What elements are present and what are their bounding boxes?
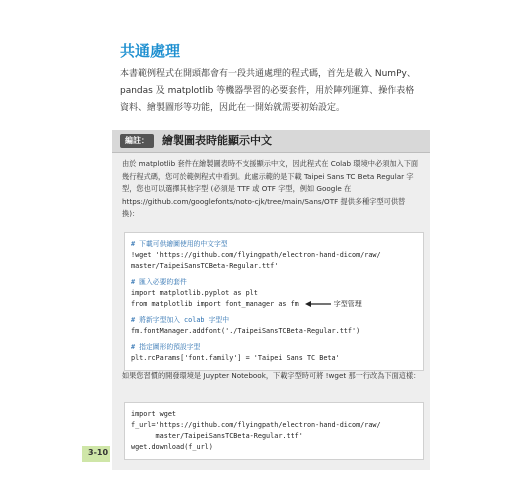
code-line: import matplotlib.pyplot as plt [131,289,258,297]
arrow-left-icon [305,300,331,308]
code-line: f_url='https://github.com/flyingpath/electron-hand-dicom/raw/ [131,421,381,429]
note-header [112,130,430,153]
code-line: fm.fontManager.addfont('./TaipeiSansTCBeta-Regular.ttf') [131,327,361,335]
code-block-1 [124,232,424,371]
editor-note-box [112,130,430,470]
section-title: 共通處理 [120,42,181,60]
code-line: master/TaipeiSansTCBeta-Regular.ttf' [131,432,303,440]
note-paragraph-1: 由於 matplotlib 套件在繪製圖表時不支援顯示中文，因此程式在 Colab 環境中必須加入下面幾行程式碼，您可於範例程式中看到。此處示範的是下載 Taipei Sans TC Beta Regular 字型，您也可以選擇其他字型 (必須是 TTF 或 OTF 字型，例如 Google 在 https://github.com/googlefonts/noto-cjk/tree/main/Sans/OTF 提供多種字型可供替換)： [122,159,419,218]
page-number: 3-10 [88,448,109,457]
code-line-text: from matplotlib import font_manager as fm [131,300,299,308]
code-comment: # 匯入必要的套件 [131,278,187,286]
code-block-2 [124,402,424,460]
code-comment: # 將新字型加入 colab 字型中 [131,316,230,324]
code-line: import wget [131,410,177,418]
note-title: 繪製圖表時能顯示中文 [162,134,272,147]
note-paragraph-2: 如果您習慣的開發環境是 Juypter Notebook，下載字型時可將 !wget 那一行改為下面這樣： [122,371,421,380]
code-comment: # 下載可供繪圖使用的中文字型 [131,240,228,248]
code-line [131,299,423,310]
code-line: !wget 'https://github.com/flyingpath/electron-hand-dicom/raw/ [131,251,381,259]
code-line: wget.download(f_url) [131,443,213,451]
arrow-label: 字型管理 [333,300,362,308]
intro-paragraph: 本書範例程式在開頭都會有一段共通處理的程式碼，首先是載入 NumPy、pandas 及 matplotlib 等機器學習的必要套件，用於陣列運算、操作表格資料、繪製圖形等功能，因此在一開始就需要初始設定。 [120,69,416,113]
code-comment: # 指定圖形的預設字型 [131,343,201,351]
code-line: plt.rcParams['font.family'] = 'Taipei Sans TC Beta' [131,354,340,362]
code-line: master/TaipeiSansTCBeta-Regular.ttf' [131,262,279,270]
note-badge: 編註： [120,134,154,148]
